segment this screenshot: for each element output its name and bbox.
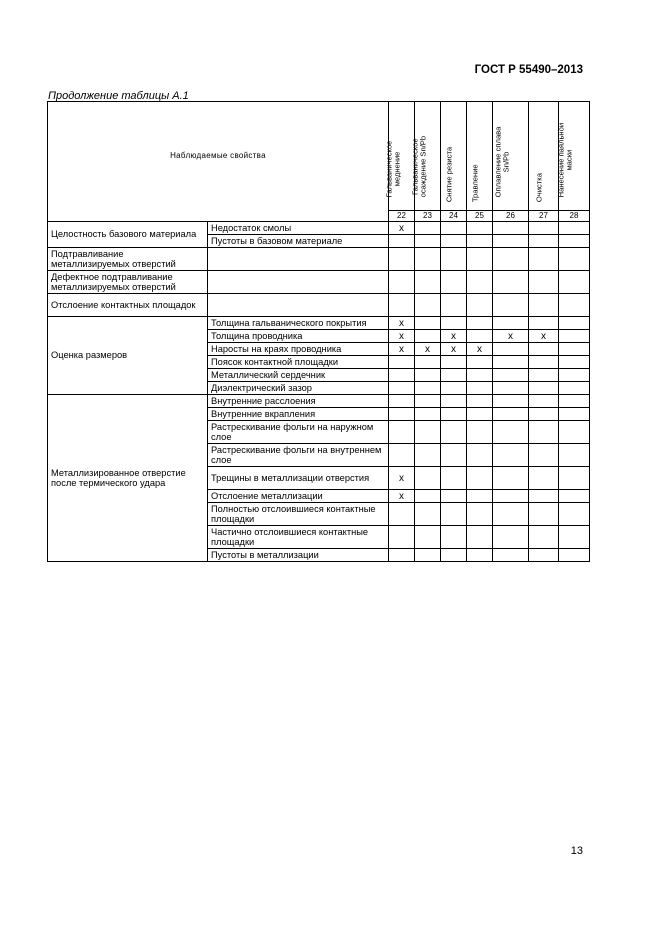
- mark-cell: [493, 408, 529, 421]
- mark-cell: [529, 235, 559, 248]
- mark-cell: [415, 526, 441, 549]
- mark-cell: [493, 467, 529, 490]
- mark-cell: [559, 356, 590, 369]
- mark-cell: [389, 408, 415, 421]
- mark-cell: [467, 382, 493, 395]
- column-number: 23: [415, 211, 441, 222]
- mark-cell: [467, 248, 493, 271]
- mark-cell: [441, 356, 467, 369]
- subproperty-label: Трещины в металлизации отверстия: [208, 467, 389, 490]
- subproperty-label: Внутренние вкрапления: [208, 408, 389, 421]
- mark-cell: [389, 235, 415, 248]
- mark-cell: [529, 248, 559, 271]
- mark-cell: [467, 317, 493, 330]
- mark-cell: [441, 382, 467, 395]
- mark-cell: [559, 549, 590, 562]
- subproperty-label: Недостаток смолы: [208, 222, 389, 235]
- mark-cell: [415, 294, 441, 317]
- group-label: Оценка размеров: [48, 317, 208, 395]
- mark-cell: [493, 222, 529, 235]
- mark-cell: x: [441, 343, 467, 356]
- mark-cell: [441, 421, 467, 444]
- mark-cell: x: [389, 467, 415, 490]
- mark-cell: [559, 317, 590, 330]
- mark-cell: [467, 408, 493, 421]
- mark-cell: [493, 503, 529, 526]
- mark-cell: [467, 330, 493, 343]
- mark-cell: [441, 235, 467, 248]
- subproperty-label: Растрескивание фольги на внутреннем слое: [208, 444, 389, 467]
- column-number: 26: [493, 211, 529, 222]
- subproperty-label: Толщина проводника: [208, 330, 389, 343]
- mark-cell: x: [389, 222, 415, 235]
- mark-cell: [441, 503, 467, 526]
- mark-cell: [467, 235, 493, 248]
- mark-cell: [415, 369, 441, 382]
- mark-cell: x: [389, 317, 415, 330]
- column-number: 25: [467, 211, 493, 222]
- mark-cell: [559, 382, 590, 395]
- subproperty-label: Частично отслоившиеся контактные площадки: [208, 526, 389, 549]
- mark-cell: [415, 271, 441, 294]
- mark-cell: [559, 222, 590, 235]
- mark-cell: [493, 444, 529, 467]
- table-row: [48, 317, 590, 330]
- mark-cell: [493, 235, 529, 248]
- mark-cell: [467, 444, 493, 467]
- subproperty-label: Поясок контактной площадки: [208, 356, 389, 369]
- column-header: Оплавление сплава Sn/Pb: [493, 102, 529, 211]
- mark-cell: [389, 294, 415, 317]
- subproperty-label: Пустоты в металлизации: [208, 549, 389, 562]
- mark-cell: [493, 490, 529, 503]
- mark-cell: [559, 271, 590, 294]
- group-label: Дефектное подтравливание металлизируемых отверстий: [48, 271, 208, 294]
- mark-cell: [559, 294, 590, 317]
- mark-cell: [415, 395, 441, 408]
- mark-cell: [467, 549, 493, 562]
- mark-cell: x: [389, 330, 415, 343]
- property-header: Наблюдаемые свойства: [48, 102, 389, 211]
- document-header: ГОСТ Р 55490–2013: [474, 64, 583, 76]
- subproperty-label: Отслоение металлизации: [208, 490, 389, 503]
- column-header: Гальваническое осаждение Sn/Pb: [415, 102, 441, 211]
- mark-cell: [559, 330, 590, 343]
- mark-cell: [389, 382, 415, 395]
- subproperty-label: [208, 294, 389, 317]
- group-label: Металлизированное отверстие после термического удара: [48, 395, 208, 562]
- mark-cell: [493, 369, 529, 382]
- subproperty-label: [208, 248, 389, 271]
- group-label: Целостность базового материала: [48, 222, 208, 248]
- mark-cell: [467, 271, 493, 294]
- mark-cell: [559, 235, 590, 248]
- mark-cell: [389, 444, 415, 467]
- mark-cell: [441, 271, 467, 294]
- mark-cell: [559, 408, 590, 421]
- column-header: Очистка: [529, 102, 559, 211]
- table-row: [48, 395, 590, 408]
- mark-cell: [529, 294, 559, 317]
- mark-cell: [559, 248, 590, 271]
- mark-cell: [389, 356, 415, 369]
- mark-cell: [441, 317, 467, 330]
- mark-cell: [529, 549, 559, 562]
- mark-cell: [441, 490, 467, 503]
- mark-cell: x: [529, 330, 559, 343]
- mark-cell: [441, 222, 467, 235]
- table-row: [48, 271, 590, 294]
- column-header: Травление: [467, 102, 493, 211]
- header-spacer: [48, 211, 389, 222]
- table-caption: Продолжение таблицы А.1: [48, 90, 189, 102]
- mark-cell: [467, 369, 493, 382]
- mark-cell: [415, 248, 441, 271]
- mark-cell: [467, 526, 493, 549]
- mark-cell: [529, 382, 559, 395]
- mark-cell: [493, 382, 529, 395]
- mark-cell: [415, 503, 441, 526]
- mark-cell: [529, 526, 559, 549]
- mark-cell: [441, 395, 467, 408]
- mark-cell: x: [389, 343, 415, 356]
- mark-cell: [415, 356, 441, 369]
- mark-cell: x: [493, 330, 529, 343]
- mark-cell: [467, 490, 493, 503]
- mark-cell: [493, 271, 529, 294]
- mark-cell: [529, 271, 559, 294]
- mark-cell: [493, 421, 529, 444]
- mark-cell: [559, 503, 590, 526]
- mark-cell: [493, 248, 529, 271]
- mark-cell: [493, 317, 529, 330]
- mark-cell: [415, 235, 441, 248]
- mark-cell: x: [441, 330, 467, 343]
- mark-cell: [493, 395, 529, 408]
- mark-cell: [493, 549, 529, 562]
- mark-cell: [559, 369, 590, 382]
- column-number: 24: [441, 211, 467, 222]
- mark-cell: [415, 490, 441, 503]
- mark-cell: x: [467, 343, 493, 356]
- mark-cell: [389, 248, 415, 271]
- mark-cell: [415, 330, 441, 343]
- subproperty-label: Диэлектрический зазор: [208, 382, 389, 395]
- mark-cell: [415, 382, 441, 395]
- column-number: 27: [529, 211, 559, 222]
- mark-cell: [467, 467, 493, 490]
- subproperty-label: Наросты на краях проводника: [208, 343, 389, 356]
- group-label: Отслоение контактных площадок: [48, 294, 208, 317]
- mark-cell: [529, 421, 559, 444]
- mark-cell: [559, 444, 590, 467]
- mark-cell: [529, 343, 559, 356]
- mark-cell: [467, 356, 493, 369]
- mark-cell: [467, 395, 493, 408]
- mark-cell: [559, 526, 590, 549]
- mark-cell: [493, 356, 529, 369]
- mark-cell: [529, 490, 559, 503]
- mark-cell: [529, 222, 559, 235]
- column-header: Гальваническое меднение: [389, 102, 415, 211]
- mark-cell: [441, 467, 467, 490]
- mark-cell: [559, 421, 590, 444]
- mark-cell: [441, 248, 467, 271]
- mark-cell: [415, 222, 441, 235]
- mark-cell: [493, 526, 529, 549]
- mark-cell: [529, 317, 559, 330]
- column-number: 28: [559, 211, 590, 222]
- subproperty-label: Металлический сердечник: [208, 369, 389, 382]
- subproperty-label: Пустоты в базовом материале: [208, 235, 389, 248]
- mark-cell: [389, 503, 415, 526]
- column-header: Нанесение паяльной маски: [559, 102, 590, 211]
- mark-cell: [467, 222, 493, 235]
- mark-cell: [389, 549, 415, 562]
- mark-cell: [415, 317, 441, 330]
- mark-cell: [529, 503, 559, 526]
- mark-cell: [529, 408, 559, 421]
- mark-cell: [389, 271, 415, 294]
- mark-cell: x: [389, 490, 415, 503]
- mark-cell: [441, 526, 467, 549]
- mark-cell: [529, 369, 559, 382]
- mark-cell: [493, 343, 529, 356]
- table-row: [48, 248, 590, 271]
- mark-cell: [441, 294, 467, 317]
- mark-cell: [389, 526, 415, 549]
- mark-cell: [441, 444, 467, 467]
- mark-cell: [467, 421, 493, 444]
- mark-cell: [441, 369, 467, 382]
- mark-cell: [559, 343, 590, 356]
- mark-cell: [529, 395, 559, 408]
- mark-cell: [529, 356, 559, 369]
- table-row: [48, 222, 590, 235]
- mark-cell: [415, 421, 441, 444]
- mark-cell: [441, 408, 467, 421]
- mark-cell: [415, 467, 441, 490]
- subproperty-label: Полностью отслоившиеся контактные площадки: [208, 503, 389, 526]
- subproperty-label: Растрескивание фольги на наружном слое: [208, 421, 389, 444]
- mark-cell: x: [415, 343, 441, 356]
- subproperty-label: [208, 271, 389, 294]
- mark-cell: [415, 549, 441, 562]
- subproperty-label: Толщина гальванического покрытия: [208, 317, 389, 330]
- page-number: 13: [570, 845, 583, 857]
- column-header: Снятие резиста: [441, 102, 467, 211]
- mark-cell: [559, 467, 590, 490]
- properties-table: [47, 101, 590, 562]
- mark-cell: [559, 395, 590, 408]
- mark-cell: [493, 294, 529, 317]
- mark-cell: [389, 369, 415, 382]
- mark-cell: [529, 467, 559, 490]
- subproperty-label: Внутренние расслоения: [208, 395, 389, 408]
- mark-cell: [467, 294, 493, 317]
- mark-cell: [529, 444, 559, 467]
- mark-cell: [467, 503, 493, 526]
- column-number: 22: [389, 211, 415, 222]
- group-label: Подтравливание металлизируемых отверстий: [48, 248, 208, 271]
- mark-cell: [441, 549, 467, 562]
- mark-cell: [389, 421, 415, 444]
- mark-cell: [559, 490, 590, 503]
- mark-cell: [415, 444, 441, 467]
- mark-cell: [415, 408, 441, 421]
- mark-cell: [389, 395, 415, 408]
- table-row: [48, 294, 590, 317]
